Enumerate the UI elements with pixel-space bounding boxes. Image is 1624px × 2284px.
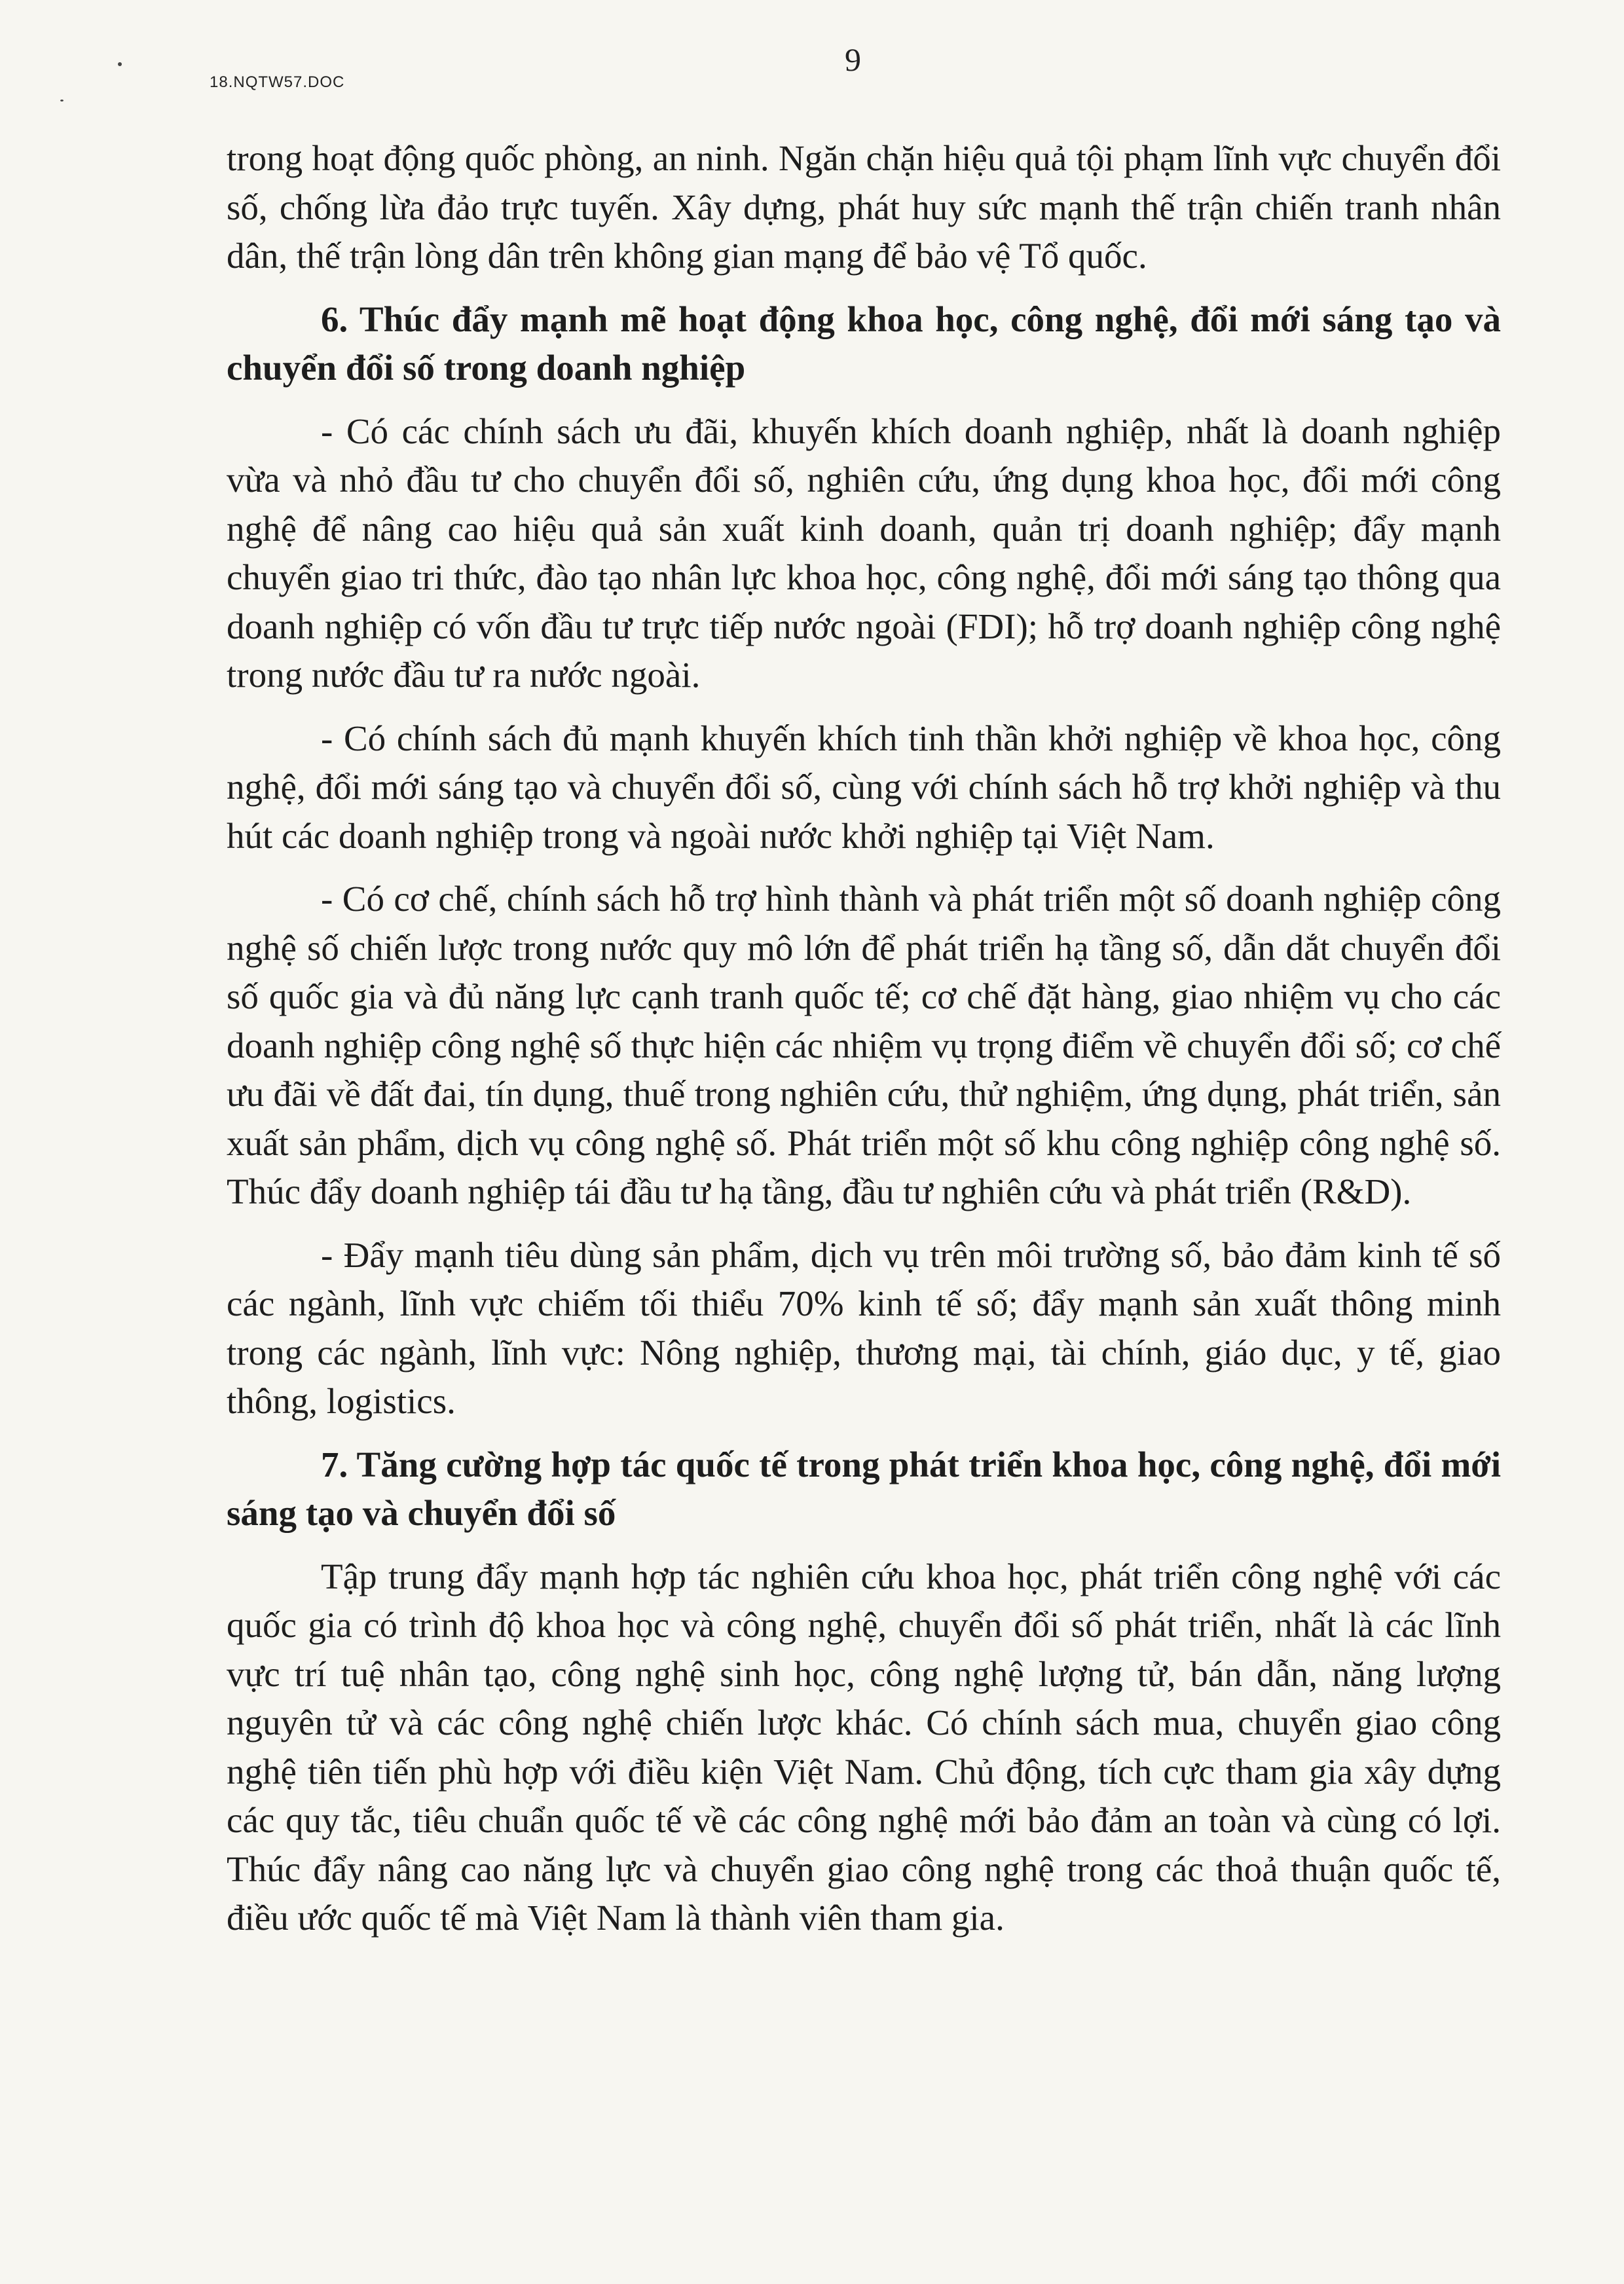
section-7-heading: 7. Tăng cường hợp tác quốc tế trong phát triển khoa học, công nghệ, đổi mới sáng tạo và chuyển đổi số — [227, 1444, 1501, 1533]
section-6-paragraph-2: - Có chính sách đủ mạnh khuyến khích tinh thần khởi nghiệp về khoa học, công nghệ, đổi mới sáng tạo và chuyển đổi số, cùng với chính sách hỗ trợ khởi nghiệp và thu hút các doanh nghiệp trong và ngoài nước khởi nghiệp tại Việt Nam. — [227, 718, 1501, 856]
scan-speck — [60, 100, 64, 101]
section-6-paragraph-3: - Có cơ chế, chính sách hỗ trợ hình thành và phát triển một số doanh nghiệp công nghệ số chiến lược trong nước quy mô lớn để phát triển hạ tầng số, dẫn dắt chuyển đổi số quốc gia và đủ năng lực cạnh tranh quốc tế; cơ chế đặt hàng, giao nhiệm vụ cho các doanh nghiệp công nghệ số thực hiện các nhiệm vụ trọng điểm về chuyển đổi số; cơ chế ưu đãi về đất đai, tín dụng, thuế trong nghiên cứu, thử nghiệm, ứng dụng, phát triển, sản xuất sản phẩm, dịch vụ công nghệ số. Phát triển một số khu công nghiệp công nghệ số. Thúc đẩy doanh nghiệp tái đầu tư hạ tầng, đầu tư nghiên cứu và phát triển (R&D). — [227, 879, 1501, 1211]
document-body — [227, 134, 1501, 1957]
section-6-paragraph-1: - Có các chính sách ưu đãi, khuyến khích doanh nghiệp, nhất là doanh nghiệp vừa và nhỏ đầu tư cho chuyển đổi số, nghiên cứu, ứng dụng khoa học, đổi mới công nghệ để nâng cao hiệu quả sản xuất kinh doanh, quản trị doanh nghiệp; đẩy mạnh chuyển giao tri thức, đào tạo nhân lực khoa học, công nghệ, đổi mới sáng tạo thông qua doanh nghiệp có vốn đầu tư trực tiếp nước ngoài (FDI); hỗ trợ doanh nghiệp công nghệ trong nước đầu tư ra nước ngoài. — [227, 411, 1501, 695]
file-label: 18.NQTW57.DOC — [210, 73, 345, 91]
section-6-heading: 6. Thúc đẩy mạnh mẽ hoạt động khoa học, công nghệ, đổi mới sáng tạo và chuyển đổi số trong doanh nghiệp — [227, 299, 1501, 388]
scan-speck — [118, 62, 122, 66]
section-7-paragraph-1: Tập trung đẩy mạnh hợp tác nghiên cứu khoa học, phát triển công nghệ với các quốc gia có trình độ khoa học và công nghệ, chuyển đổi số phát triển, nhất là các lĩnh vực trí tuệ nhân tạo, công nghệ sinh học, công nghệ lượng tử, bán dẫn, năng lượng nguyên tử và các công nghệ chiến lược khác. Có chính sách mua, chuyển giao công nghệ tiên tiến phù hợp với điều kiện Việt Nam. Chủ động, tích cực tham gia xây dựng các quy tắc, tiêu chuẩn quốc tế về các công nghệ mới bảo đảm an toàn và cùng có lợi. Thúc đẩy nâng cao năng lực và chuyển giao công nghệ trong các thoả thuận quốc tế, điều ước quốc tế mà Việt Nam là thành viên tham gia. — [227, 1556, 1501, 1938]
section-6-paragraph-4: - Đẩy mạnh tiêu dùng sản phẩm, dịch vụ trên môi trường số, bảo đảm kinh tế số các ngành, lĩnh vực chiếm tối thiểu 70% kinh tế số; đẩy mạnh sản xuất thông minh trong các ngành, lĩnh vực: Nông nghiệp, thương mại, tài chính, giáo dục, y tế, giao thông, logistics. — [227, 1234, 1501, 1421]
page-number: 9 — [845, 41, 861, 78]
intro-paragraph: trong hoạt động quốc phòng, an ninh. Ngăn chặn hiệu quả tội phạm lĩnh vực chuyển đổi số, chống lừa đảo trực tuyến. Xây dựng, phát huy sức mạnh thế trận chiến tranh nhân dân, thế trận lòng dân trên không gian mạng để bảo vệ Tổ quốc. — [227, 138, 1501, 276]
